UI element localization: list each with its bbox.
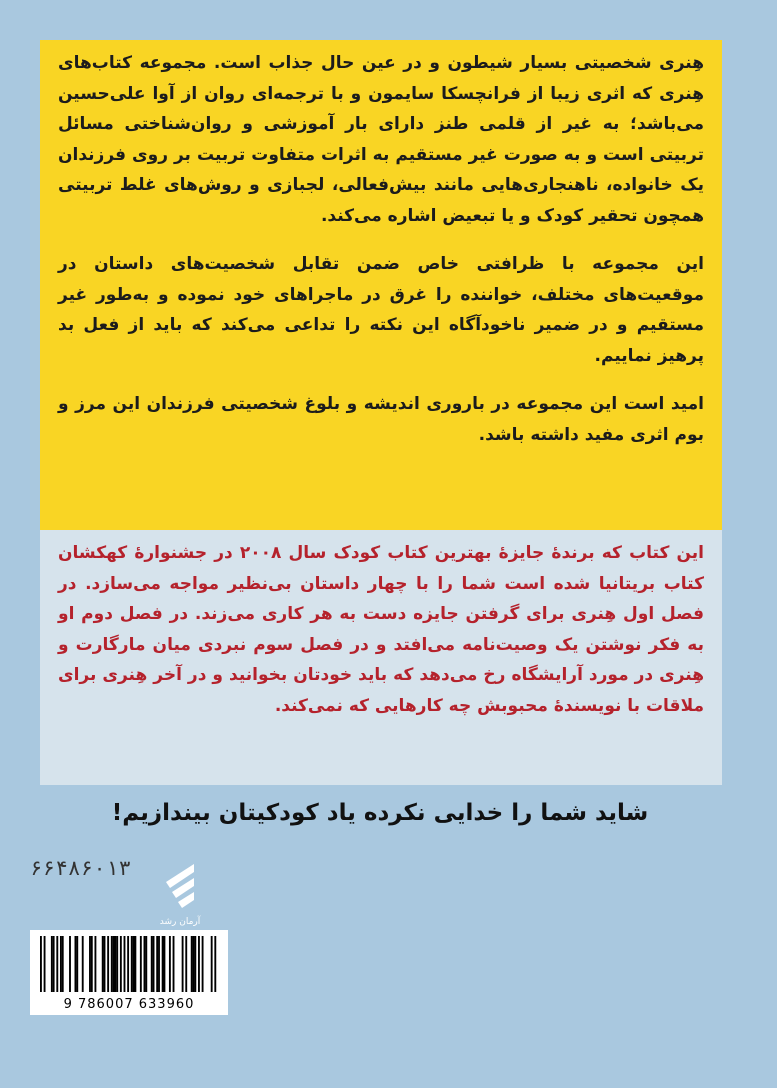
barcode-bars-icon — [30, 930, 228, 996]
description-paragraph-2: این مجموعه با ظرافتی خاص ضمن تقابل شخصیت‌های داستان در موقعیت‌های مختلف، خواننده را غرق در ماجراهای خود نموده و به‌طور غیر مستقیم و در ضمیر ناخودآگاه این نکته را تداعی می‌کند که باید از فعل بد پرهیز نماییم. — [58, 254, 704, 366]
synopsis-panel — [40, 530, 722, 785]
barcode — [30, 930, 228, 1015]
description-panel — [40, 40, 722, 530]
description-paragraph-3: امید است این مجموعه در باروری اندیشه و بلوغ شخصیتی فرزندان این مرز و بوم اثری مفید داشته باشد. — [58, 394, 704, 445]
slogan-text: شاید شما را خدایی نکرده یاد کودکیتان بیندازیم! — [111, 800, 649, 826]
isbn-number: 9 786007 633960 — [63, 997, 195, 1012]
description-paragraph-1: هِنری شخصیتی بسیار شیطون و در عین حال جذاب است. مجموعه کتاب‌های هِنری که اثری زیبا از فرانچسکا سایمون و با ترجمه‌ای روان از آوا علی‌حسین می‌باشد؛ به غیر از قلمی طنز دارای بار آموزشی و روان‌شناختی مسائل تربیتی است و به صورت غیر مستقیم به اثرات متفاوت تربیت بر روی فرزندان یک خانواده، ناهنجاری‌هایی مانند بیش‌فعالی، لجبازی و روش‌های غلط تربیتی همچون تحقیر کودک و یا تبعیض اشاره می‌کند. — [58, 53, 704, 226]
publisher-name: آرمان رشد — [159, 917, 201, 927]
publisher-logo-icon — [150, 858, 210, 920]
synopsis-paragraph: این کتاب که برندهٔ جایزهٔ بهترین کتاب کودک سال ۲۰۰۸ در جشنوارهٔ کهکشان کتاب بریتانیا شده است شما را با چهار داستان بی‌نظیر مواجه می‌سازد. در فصل اول هِنری برای گرفتن جایزه دست به هر کاری می‌زند. در فصل دوم او به فکر نوشتن یک وصیت‌نامه می‌افتد و در فصل سوم نبردی میان مارگارت و هِنری در مورد آرایشگاه رخ می‌دهد که باید خودتان بخوانید و در آخر هِنری برای ملاقات با نویسندهٔ محبوبش چه کارهایی که نمی‌کند. — [58, 543, 704, 716]
phone-number: ۶۶۴۸۶۰۱۳ — [30, 856, 132, 880]
